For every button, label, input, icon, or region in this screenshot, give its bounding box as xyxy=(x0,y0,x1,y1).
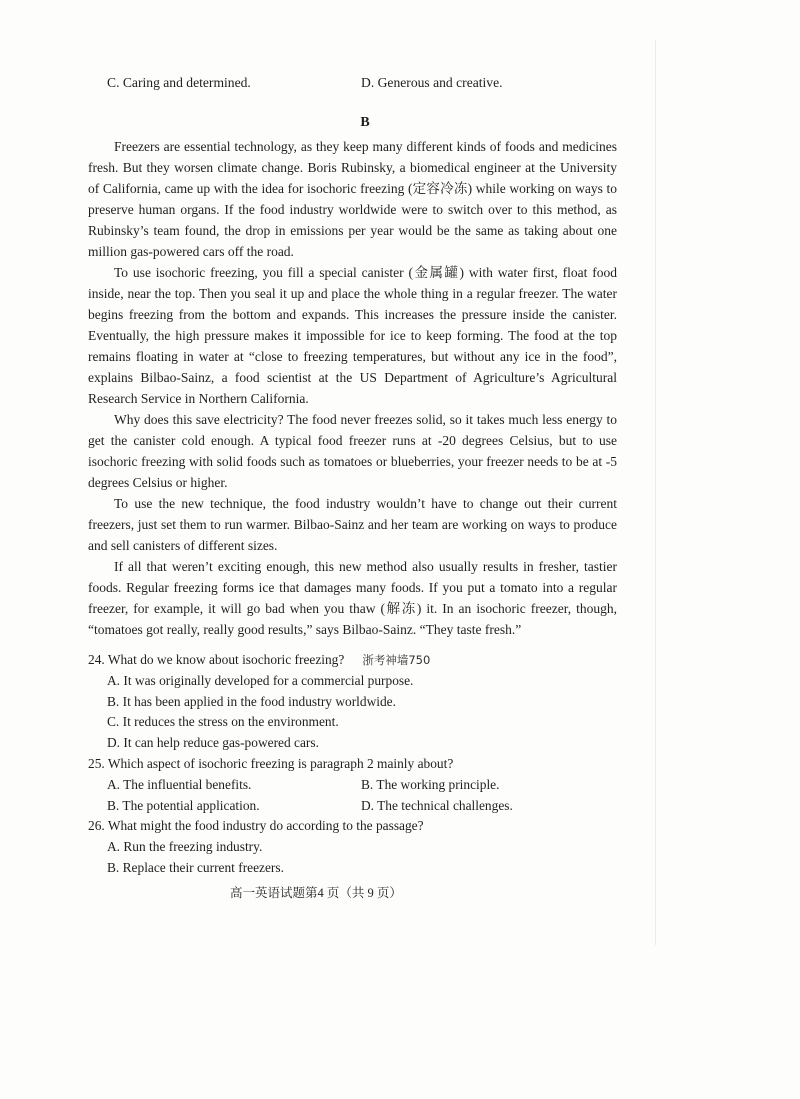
section-label: B xyxy=(360,115,370,130)
handwritten-note: 浙考神墙750 xyxy=(362,653,431,667)
question-26-stem: 26. What might the food industry do according to the passage? xyxy=(88,818,424,834)
scan-edge-line xyxy=(655,40,656,945)
question-26-option-b: B. Replace their current freezers. xyxy=(107,859,284,875)
page-footer: 高一英语试题第4 页（共 9 页） xyxy=(230,886,402,900)
passage-paragraph-1: Freezers are essential technology, as they keep many different kinds of foods and medicines fresh. But they worsen climate change. Boris Rubinsky, a biomedical engineer at the University of California, came up with the idea for isochoric freezing (定容冷冻) while working on ways to preserve human organs. If the food industry worldwide were to switch over to this method, as Rubinsky’s team found, the drop in emissions per year would be the same as taking about one million gas-powered cars off the road. xyxy=(88,139,617,259)
question-25-option-a: A. The influential benefits. xyxy=(107,776,252,792)
passage-paragraph-2: To use isochoric freezing, you fill a special canister (金属罐) with water first, float food inside, near the top. Then you seal it up and place the whole thing in a regular freezer. The water begins freezing from the bottom and expands. This increases the pressure inside the canister. Eventually, the high pressure makes it impossible for ice to keep forming. The food at the top remains floating in water at “close to freezing temperatures, but without any ice in the food”, explains Bilbao-Sainz, a food scientist at the US Department of Agriculture’s Agricultural Research Service in Northern California. xyxy=(88,265,617,406)
question-25-option-b: B. The working principle. xyxy=(361,776,500,792)
passage-paragraph-5: If all that weren’t exciting enough, this new method also usually results in fresher, tastier foods. Regular freezing forms ice that damages many foods. If you put a tomato into a regular freezer, for example, it will go bad when you thaw (解冻) it. In an isochoric freezer, though, “tomatoes got really, really good results,” says Bilbao-Sainz. “They taste fresh.” xyxy=(88,559,617,637)
passage-paragraph-3: Why does this save electricity? The food never freezes solid, so it takes much less energy to get the canister cold enough. A typical food freezer runs at -20 degrees Celsius, but to use isochoric freezing with solid foods such as tomatoes or blueberries, your freezer needs to be at -5 degrees Celsius or higher. xyxy=(88,412,617,490)
question-24 xyxy=(88,650,648,671)
reading-passage xyxy=(88,136,617,640)
question-25-options-row-1 xyxy=(88,775,648,796)
questions-block xyxy=(88,650,648,879)
question-25-option-d: D. The technical challenges. xyxy=(361,797,513,813)
option-c: C. Caring and determined. xyxy=(107,75,251,90)
question-24-option-a: A. It was originally developed for a commercial purpose. xyxy=(107,672,414,688)
question-25-stem: 25. Which aspect of isochoric freezing is paragraph 2 mainly about? xyxy=(88,755,454,771)
question-24-option-d: D. It can help reduce gas-powered cars. xyxy=(107,735,319,751)
question-24-option-b: B. It has been applied in the food industry worldwide. xyxy=(107,693,396,709)
question-25-option-c: B. The potential application. xyxy=(107,797,260,813)
question-25-options-row-2 xyxy=(88,796,648,817)
question-24-option-c: C. It reduces the stress on the environment. xyxy=(107,714,339,730)
question-26-option-a: A. Run the freezing industry. xyxy=(107,839,263,855)
passage-paragraph-4: To use the new technique, the food industry wouldn’t have to change out their current freezers, just set them to run warmer. Bilbao-Sainz and her team are working on ways to produce and sell canisters of different sizes. xyxy=(88,496,617,553)
question-24-stem: 24. What do we know about isochoric freezing? xyxy=(88,652,345,667)
option-d: D. Generous and creative. xyxy=(361,75,503,90)
